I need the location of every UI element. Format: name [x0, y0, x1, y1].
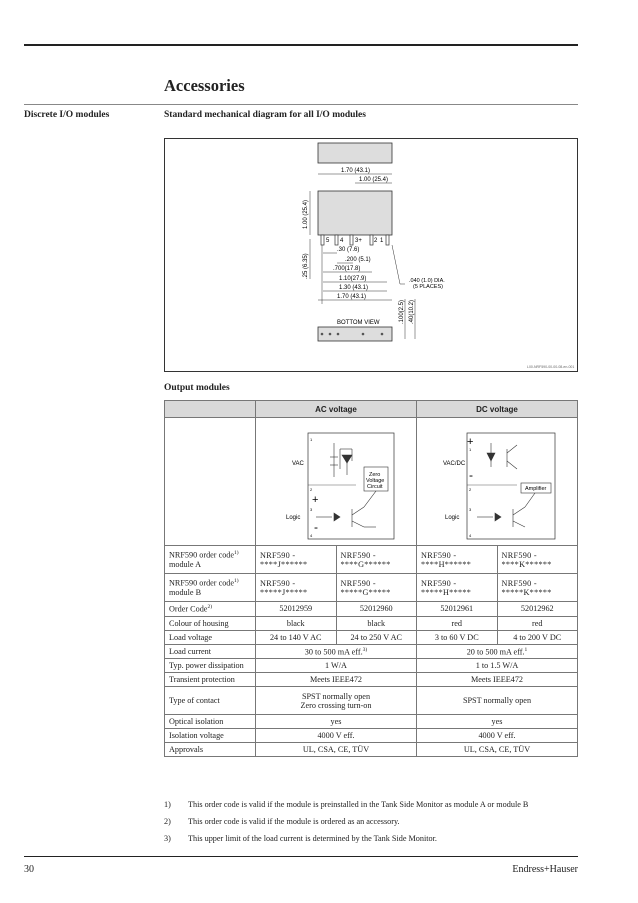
- code-b-j-2: *****J*****: [260, 587, 308, 597]
- table-row: [165, 546, 578, 574]
- load-current-ac: [256, 644, 417, 659]
- code-b-g-2: *****G*****: [340, 587, 391, 597]
- bottom-rule: [24, 856, 578, 857]
- code-b-h: [417, 574, 498, 602]
- load-current-dc-sup: 1: [524, 646, 528, 653]
- code-b-h-1: NRF590 -: [421, 578, 457, 588]
- order-label: [165, 602, 256, 617]
- power-dc: 1 to 1.5 W/A: [417, 659, 578, 673]
- ac-voltage: Voltage: [366, 477, 385, 484]
- approvals-ac: UL, CSA, CE, TÜV: [256, 743, 417, 757]
- code-a-g-1: NRF590 -: [340, 550, 376, 560]
- dim-10: 1.70 (43.1): [337, 294, 367, 300]
- code-b-g: [336, 574, 417, 602]
- pin-5: 5: [326, 238, 330, 244]
- table-row: [165, 602, 578, 617]
- ac-zero: Zero: [369, 471, 381, 478]
- code-a-h-1: NRF590 -: [421, 550, 457, 560]
- dim-7: .700(17.8): [333, 266, 361, 272]
- contact-ac-1: SPST normally open: [301, 691, 371, 701]
- table-row: [165, 673, 578, 687]
- circuit-label-cell: [165, 418, 256, 546]
- dc-p4: 4: [469, 532, 472, 538]
- code-a-j-1: NRF590 -: [260, 550, 296, 560]
- dc-logic: Logic: [445, 514, 460, 521]
- contact-ac: [256, 687, 417, 715]
- dc-minus: -: [469, 467, 473, 482]
- table-row: [165, 630, 578, 644]
- code-b-label2: module B: [169, 587, 202, 597]
- pin-2: 2: [374, 238, 378, 244]
- pin-4: 4: [340, 238, 344, 244]
- brand-name: Endress+Hauser: [512, 864, 578, 875]
- table-row: [165, 743, 578, 757]
- dc-plus: +: [467, 435, 474, 448]
- colour-1: black: [256, 616, 337, 630]
- dc-amplifier: Amplifier: [525, 485, 547, 492]
- code-a-h-2: ****H******: [421, 559, 472, 569]
- code-b-label-text: NRF590 order code: [169, 578, 235, 588]
- header-dc: DC voltage: [417, 401, 578, 418]
- ac-circuit-cell: [256, 418, 417, 546]
- ac-minus: -: [314, 519, 318, 534]
- dim-2: 1.00 (25.4): [359, 177, 389, 183]
- power-label: Typ. power dissipation: [165, 659, 256, 673]
- code-a-label: [165, 546, 256, 574]
- order-2: 52012960: [336, 602, 417, 617]
- header-empty: [165, 401, 256, 418]
- table-row: [165, 616, 578, 630]
- table-header-row: [165, 401, 578, 418]
- order-label-text: Order Code: [169, 604, 208, 614]
- isolation-dc: 4000 V eff.: [417, 729, 578, 743]
- code-a-h: [417, 546, 498, 574]
- pin-1: 1: [380, 238, 384, 244]
- ac-p4: 4: [310, 532, 313, 538]
- approvals-dc: UL, CSA, CE, TÜV: [417, 743, 578, 757]
- ac-logic: Logic: [286, 514, 301, 521]
- dc-vac: VAC/DC: [443, 460, 466, 467]
- transient-label: Transient protection: [165, 673, 256, 687]
- code-a-sup: 1): [234, 550, 239, 557]
- colour-4: red: [497, 616, 578, 630]
- code-a-j-2: ****J******: [260, 559, 308, 569]
- dim-14: .40(10.2): [409, 299, 415, 324]
- dc-p2: 2: [469, 486, 472, 492]
- code-a-g: [336, 546, 417, 574]
- code-b-j: [256, 574, 337, 602]
- dim-9: 1.30 (43.1): [339, 285, 369, 291]
- ac-plus: +: [312, 493, 319, 506]
- code-a-k-1: NRF590 -: [501, 550, 537, 560]
- header-ac: AC voltage: [256, 401, 417, 418]
- dim-8: 1.10(27.9): [339, 276, 367, 282]
- colour-label: Colour of housing: [165, 616, 256, 630]
- code-b-sup: 1): [234, 578, 239, 585]
- footnote-3-text: This upper limit of the load current is determined by the Tank Side Monitor.: [188, 834, 437, 843]
- contact-ac-2: Zero crossing turn-on: [300, 700, 372, 710]
- contact-label: Type of contact: [165, 687, 256, 715]
- dc-p1: 1: [469, 446, 472, 452]
- load-voltage-3: 3 to 60 V DC: [417, 630, 498, 644]
- title-rule: [24, 104, 578, 105]
- isolation-ac: 4000 V eff.: [256, 729, 417, 743]
- order-sup: 2): [207, 604, 213, 610]
- dc-p3: 3: [469, 506, 472, 512]
- pin-3: 3+: [355, 238, 362, 244]
- mechanical-diagram: [164, 138, 578, 372]
- contact-dc: SPST normally open: [417, 687, 578, 715]
- optical-dc: yes: [417, 715, 578, 729]
- load-current-dc: [417, 644, 578, 659]
- table-row: [165, 715, 578, 729]
- load-voltage-label: Load voltage: [165, 630, 256, 644]
- load-voltage-4: 4 to 200 V DC: [497, 630, 578, 644]
- dim-13: .100(2.5): [399, 299, 405, 324]
- footnote-1-text: This order code is valid if the module is preinstalled in the Tank Side Monitor as module A or module B: [188, 800, 529, 809]
- ac-circuit: Circuit: [367, 483, 383, 490]
- power-ac: 1 W/A: [256, 659, 417, 673]
- code-a-k: [497, 546, 578, 574]
- code-b-k: [497, 574, 578, 602]
- diagram-heading: Standard mechanical diagram for all I/O modules: [164, 110, 366, 120]
- order-4: 52012962: [497, 602, 578, 617]
- code-b-h-2: *****H*****: [421, 587, 472, 597]
- circuit-row: [165, 418, 578, 546]
- dc-circuit-cell: [417, 418, 578, 546]
- footnote-2-number: 2): [164, 817, 171, 826]
- code-b-g-1: NRF590 -: [340, 578, 376, 588]
- table-row: [165, 659, 578, 673]
- dim-12: (5 PLACES): [413, 284, 443, 290]
- code-a-label-text: NRF590 order code: [169, 550, 235, 560]
- ac-vac: VAC: [292, 460, 304, 467]
- table-row: [165, 729, 578, 743]
- code-a-label2: module A: [169, 559, 202, 569]
- load-current-label: Load current: [165, 644, 256, 659]
- code-b-j-1: NRF590 -: [260, 578, 296, 588]
- table-row: [165, 574, 578, 602]
- dim-6: .200 (5.1): [345, 257, 371, 263]
- code-a-j: [256, 546, 337, 574]
- load-current-ac-text: 30 to 500 mA eff.: [304, 647, 363, 657]
- dim-5: .30 (7.6): [337, 247, 360, 253]
- code-b-k-1: NRF590 -: [501, 578, 537, 588]
- code-a-k-2: ****K******: [501, 559, 552, 569]
- load-current-ac-sup: 3): [362, 646, 368, 653]
- code-a-g-2: ****G******: [340, 559, 391, 569]
- transient-dc: Meets IEEE472: [417, 673, 578, 687]
- dim-11: .040 (1.0) DIA.: [409, 278, 445, 284]
- dim-1: 1.70 (43.1): [341, 168, 371, 174]
- load-voltage-1: 24 to 140 V AC: [256, 630, 337, 644]
- load-voltage-2: 24 to 250 V AC: [336, 630, 417, 644]
- top-rule: [24, 44, 578, 46]
- ac-p2: 2: [310, 486, 313, 492]
- page-number: 30: [24, 864, 34, 875]
- ac-p1: 1: [310, 436, 313, 442]
- output-heading: Output modules: [164, 383, 230, 393]
- order-3: 52012961: [417, 602, 498, 617]
- colour-3: red: [417, 616, 498, 630]
- transient-ac: Meets IEEE472: [256, 673, 417, 687]
- code-b-label: [165, 574, 256, 602]
- order-1: 52012959: [256, 602, 337, 617]
- isolation-label: Isolation voltage: [165, 729, 256, 743]
- load-current-dc-text: 20 to 500 mA eff.: [466, 647, 525, 657]
- approvals-label: Approvals: [165, 743, 256, 757]
- colour-2: black: [336, 616, 417, 630]
- table-row: [165, 644, 578, 659]
- dim-4: .25 (6.35): [303, 253, 309, 279]
- bottom-view-label: BOTTOM VIEW: [337, 320, 380, 326]
- dim-3: 1.00 (25.4): [303, 199, 309, 229]
- footnote-3-number: 3): [164, 834, 171, 843]
- optical-ac: yes: [256, 715, 417, 729]
- footnote-2-text: This order code is valid if the module is ordered as an accessory.: [188, 817, 400, 826]
- section-label: Discrete I/O modules: [24, 110, 110, 120]
- code-b-k-2: *****K*****: [501, 587, 552, 597]
- ac-p3: 3: [310, 506, 313, 512]
- output-modules-table: [164, 400, 578, 757]
- footnote-1-number: 1): [164, 800, 171, 809]
- figure-id: L00-NRF590-00-00-08-en-001: [527, 365, 575, 369]
- optical-label: Optical isolation: [165, 715, 256, 729]
- table-row: [165, 687, 578, 715]
- page-title: Accessories: [164, 76, 245, 95]
